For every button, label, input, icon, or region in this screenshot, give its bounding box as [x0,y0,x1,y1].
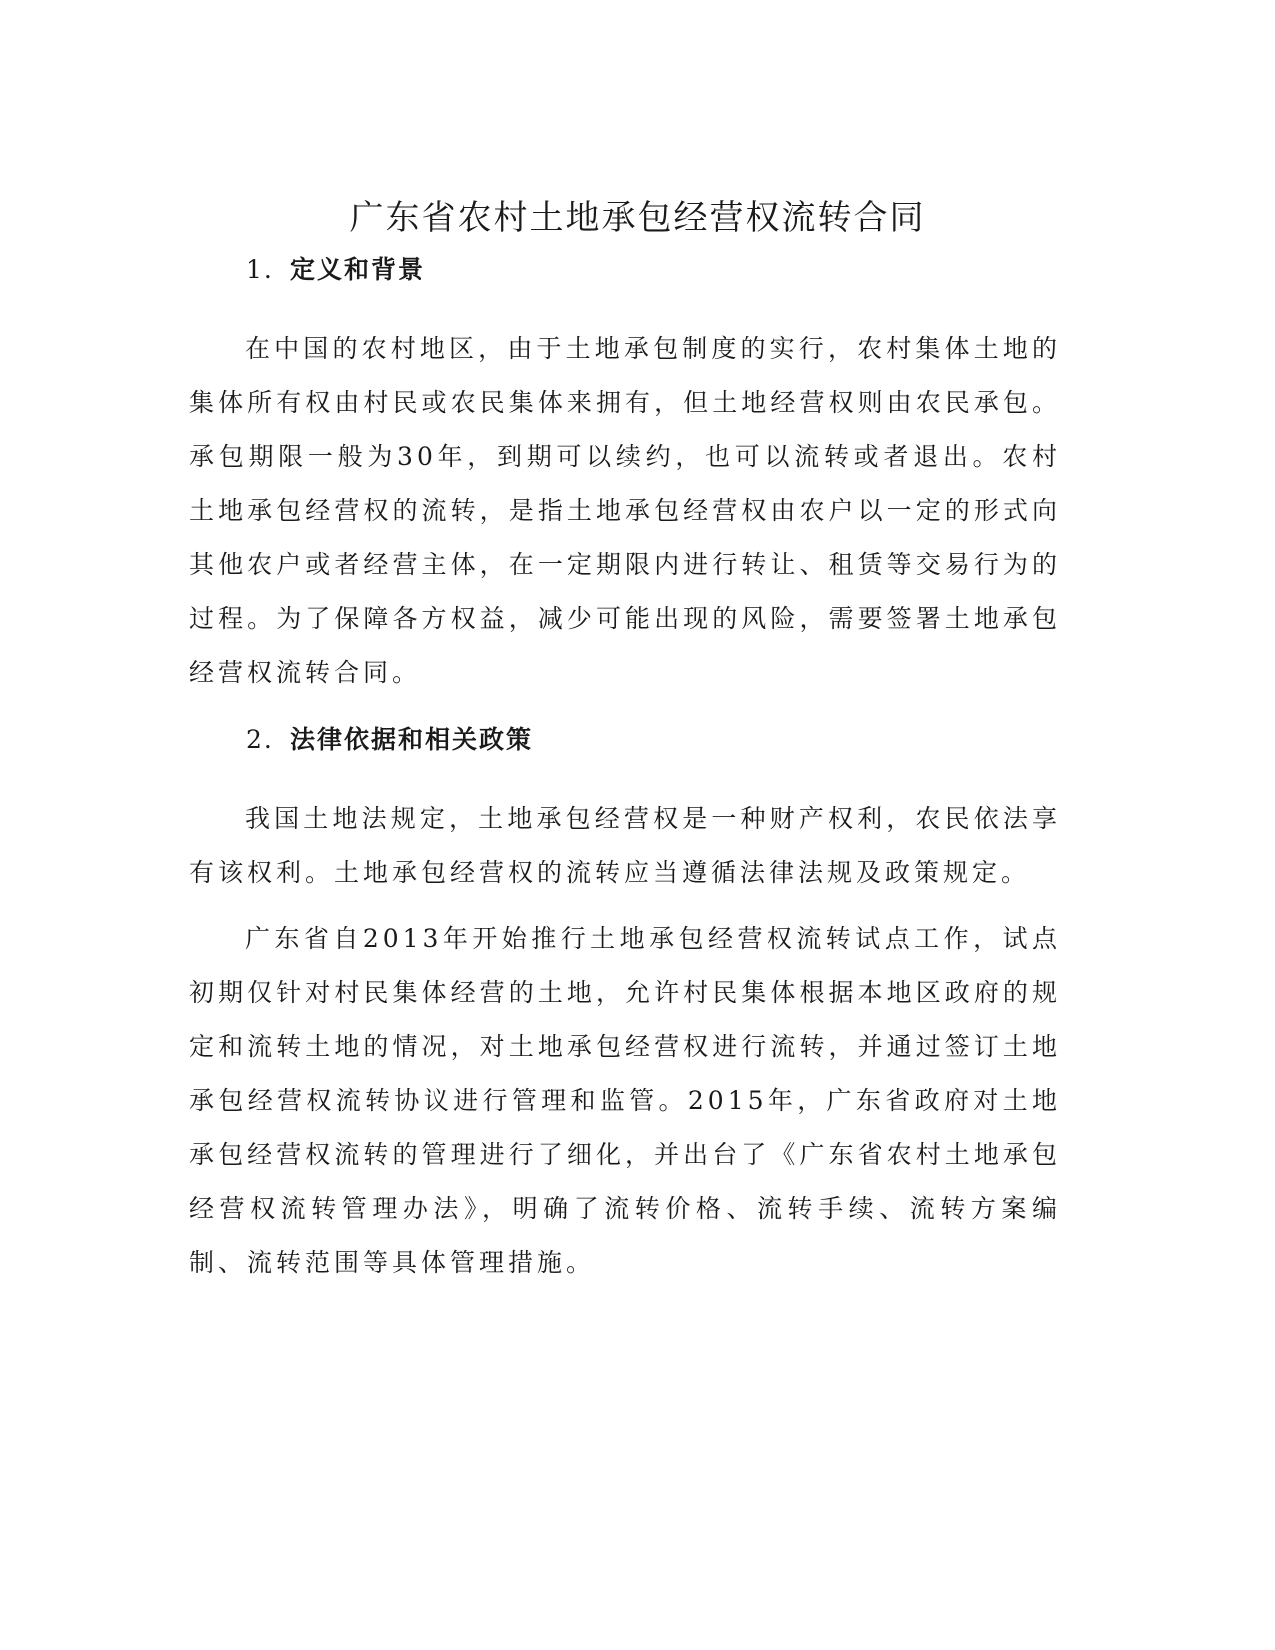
section-heading-text: 定义和背景 [290,255,426,284]
paragraph-definition-background: 在中国的农村地区，由于土地承包制度的实行，农村集体土地的集体所有权由村民或农民集体来拥有，但土地经营权则由农民承包。承包期限一般为30年，到期可以续约，也可以流转或者退出。农村土地承包经营权的流转，是指土地承包经营权由农户以一定的形式向其他农户或者经营主体，在一定期限内进行转让、租赁等交易行为的过程。为了保障各方权益，减少可能出现的风险，需要签署土地承包经营权流转合同。 [189,334,1061,687]
section-heading-text: 法律依据和相关政策 [290,725,534,754]
section-heading-1 [246,252,425,288]
section-number: 1. [246,255,274,284]
section-number: 2. [246,725,274,754]
paragraph-legal-basis: 我国土地法规定，土地承包经营权是一种财产权利，农民依法享有该权利。土地承包经营权的流转应当遵循法律法规及政策规定。 [189,804,1061,887]
section-heading-2 [246,722,533,758]
paragraph-guangdong-policy: 广东省自2013年开始推行土地承包经营权流转试点工作，试点初期仅针对村民集体经营的土地，允许村民集体根据本地区政府的规定和流转土地的情况，对土地承包经营权进行流转，并通过签订土地承包经营权流转协议进行管理和监管。2015年，广东省政府对土地承包经营权流转的管理进行了细化，并出台了《广东省农村土地承包经营权流转管理办法》，明确了流转价格、流转手续、流转方案编制、流转范围等具体管理措施。 [189,924,1061,1277]
document-title: 广东省农村土地承包经营权流转合同 [349,198,926,238]
